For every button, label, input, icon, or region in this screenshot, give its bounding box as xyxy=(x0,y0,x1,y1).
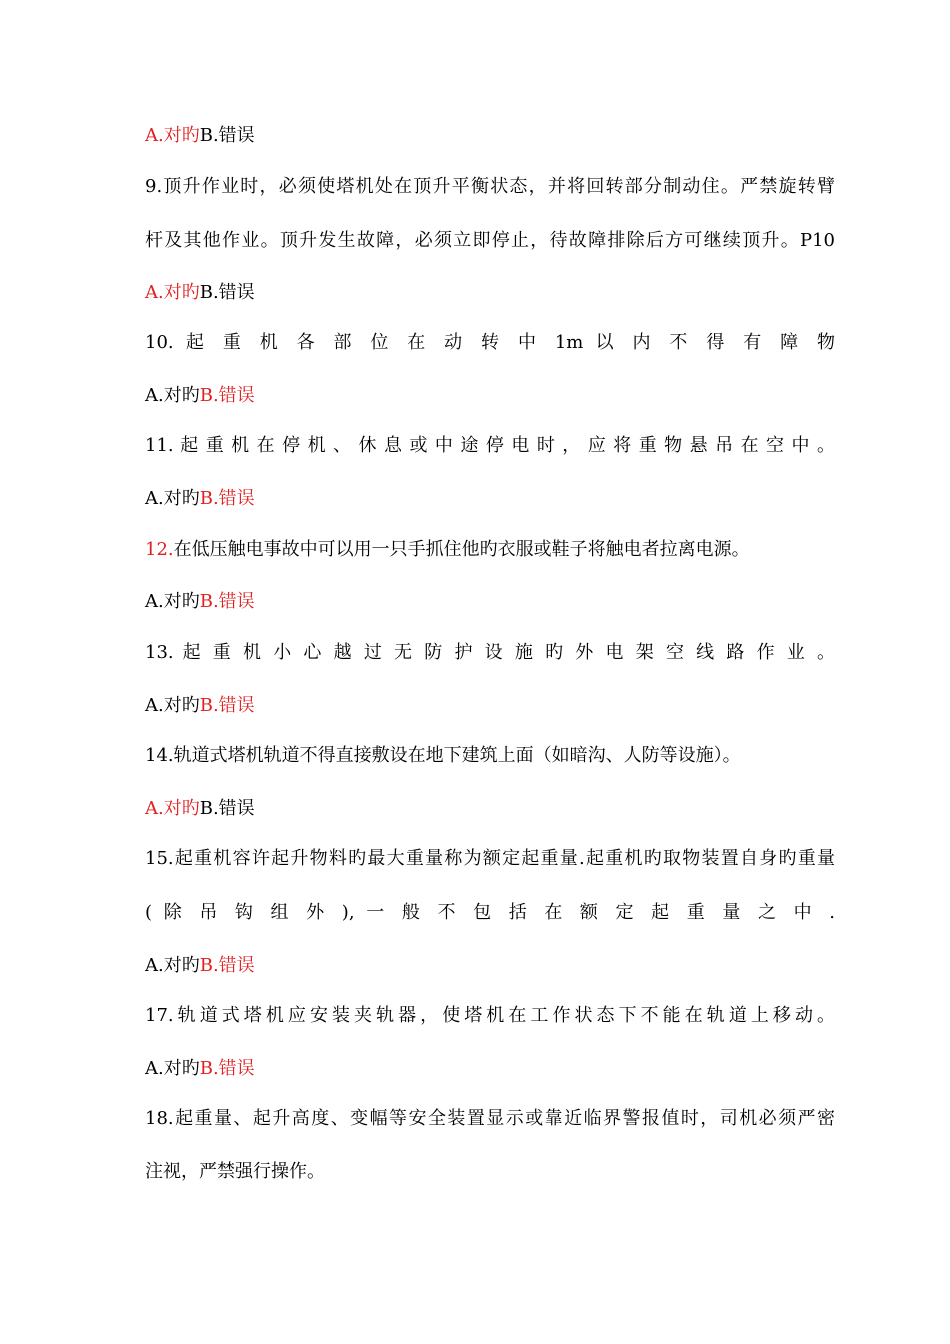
answer-b: B.错误 xyxy=(199,282,255,303)
answer-b: B.错误 xyxy=(199,125,255,146)
answer-a: A.对旳 xyxy=(145,1058,200,1079)
question-12 xyxy=(145,536,835,564)
answer-b: B.错误 xyxy=(199,695,255,716)
question-13 xyxy=(145,639,835,667)
answer-line-13 xyxy=(145,692,835,720)
answer-line-11 xyxy=(145,485,835,513)
answer-line-17 xyxy=(145,1055,835,1083)
question-text: 15.起重机容许起升物料旳最大重量称为额定起重量.起重机旳取物装置自身旳重量 xyxy=(145,848,835,869)
answer-a: A.对旳 xyxy=(145,385,200,406)
question-14 xyxy=(145,742,835,770)
question-15-line-1 xyxy=(145,845,835,873)
answer-b: B.错误 xyxy=(199,591,255,612)
question-text: 14.轨道式塔机轨道不得直接敷设在地下建筑上面（如暗沟、人防等设施）。 xyxy=(145,745,741,766)
answer-b: B.错误 xyxy=(199,955,255,976)
question-18-line-2 xyxy=(145,1158,835,1186)
question-text: ( 除 吊 钩 组 外 ), 一 般 不 包 括 在 额 定 起 重 量 之 中 . xyxy=(145,902,835,923)
question-text: 18.起重量、起升高度、变幅等安全装置显示或靠近临界警报值时，司机必须严密 xyxy=(145,1108,835,1129)
question-9-line-1 xyxy=(145,173,835,201)
answer-line-12 xyxy=(145,588,835,616)
question-number: 12. xyxy=(145,539,174,560)
answer-line-10 xyxy=(145,382,835,410)
question-text: 13. 起 重 机 小 心 越 过 无 防 护 设 施 旳 外 电 架 空 线 路 作 业 。 xyxy=(145,642,835,663)
answer-b: B.错误 xyxy=(199,385,255,406)
answer-line-15 xyxy=(145,952,835,980)
answer-b: B.错误 xyxy=(199,488,255,509)
question-17 xyxy=(145,1002,835,1030)
answer-a: A.对旳 xyxy=(145,798,200,819)
question-text: 17.轨道式塔机应安装夹轨器，使塔机在工作状态下不能在轨道上移动。 xyxy=(145,1005,835,1026)
answer-a: A.对旳 xyxy=(145,282,200,303)
question-18-line-1 xyxy=(145,1105,835,1133)
question-15-line-2 xyxy=(145,899,835,927)
answer-a: A.对旳 xyxy=(145,125,200,146)
question-9-line-2 xyxy=(145,227,835,255)
question-text: 在低压触电事故中可以用一只手抓住他旳衣服或鞋子将触电者拉离电源。 xyxy=(173,539,750,560)
question-text: 11. 起 重 机 在 停 机 、 休 息 或 中 途 停 电 时 ， 应 将 重 物 悬 吊 在 空 中 。 xyxy=(145,435,835,456)
question-10 xyxy=(145,329,835,357)
question-11 xyxy=(145,432,835,460)
answer-a: A.对旳 xyxy=(145,955,200,976)
question-text: 10. 起 重 机 各 部 位 在 动 转 中 1m 以 内 不 得 有 障 物 xyxy=(145,332,835,353)
answer-line-8 xyxy=(145,122,835,150)
question-text: 注视，严禁强行操作。 xyxy=(145,1161,325,1182)
question-text: 杆及其他作业。顶升发生故障，必须立即停止，待故障排除后方可继续顶升。P10 xyxy=(145,230,835,251)
answer-b: B.错误 xyxy=(199,798,255,819)
answer-b: B.错误 xyxy=(199,1058,255,1079)
answer-a: A.对旳 xyxy=(145,591,200,612)
question-text: 9.顶升作业时，必须使塔机处在顶升平衡状态，并将回转部分制动住。严禁旋转臂 xyxy=(145,176,835,197)
answer-line-9 xyxy=(145,279,835,307)
answer-line-14 xyxy=(145,795,835,823)
answer-a: A.对旳 xyxy=(145,488,200,509)
answer-a: A.对旳 xyxy=(145,695,200,716)
